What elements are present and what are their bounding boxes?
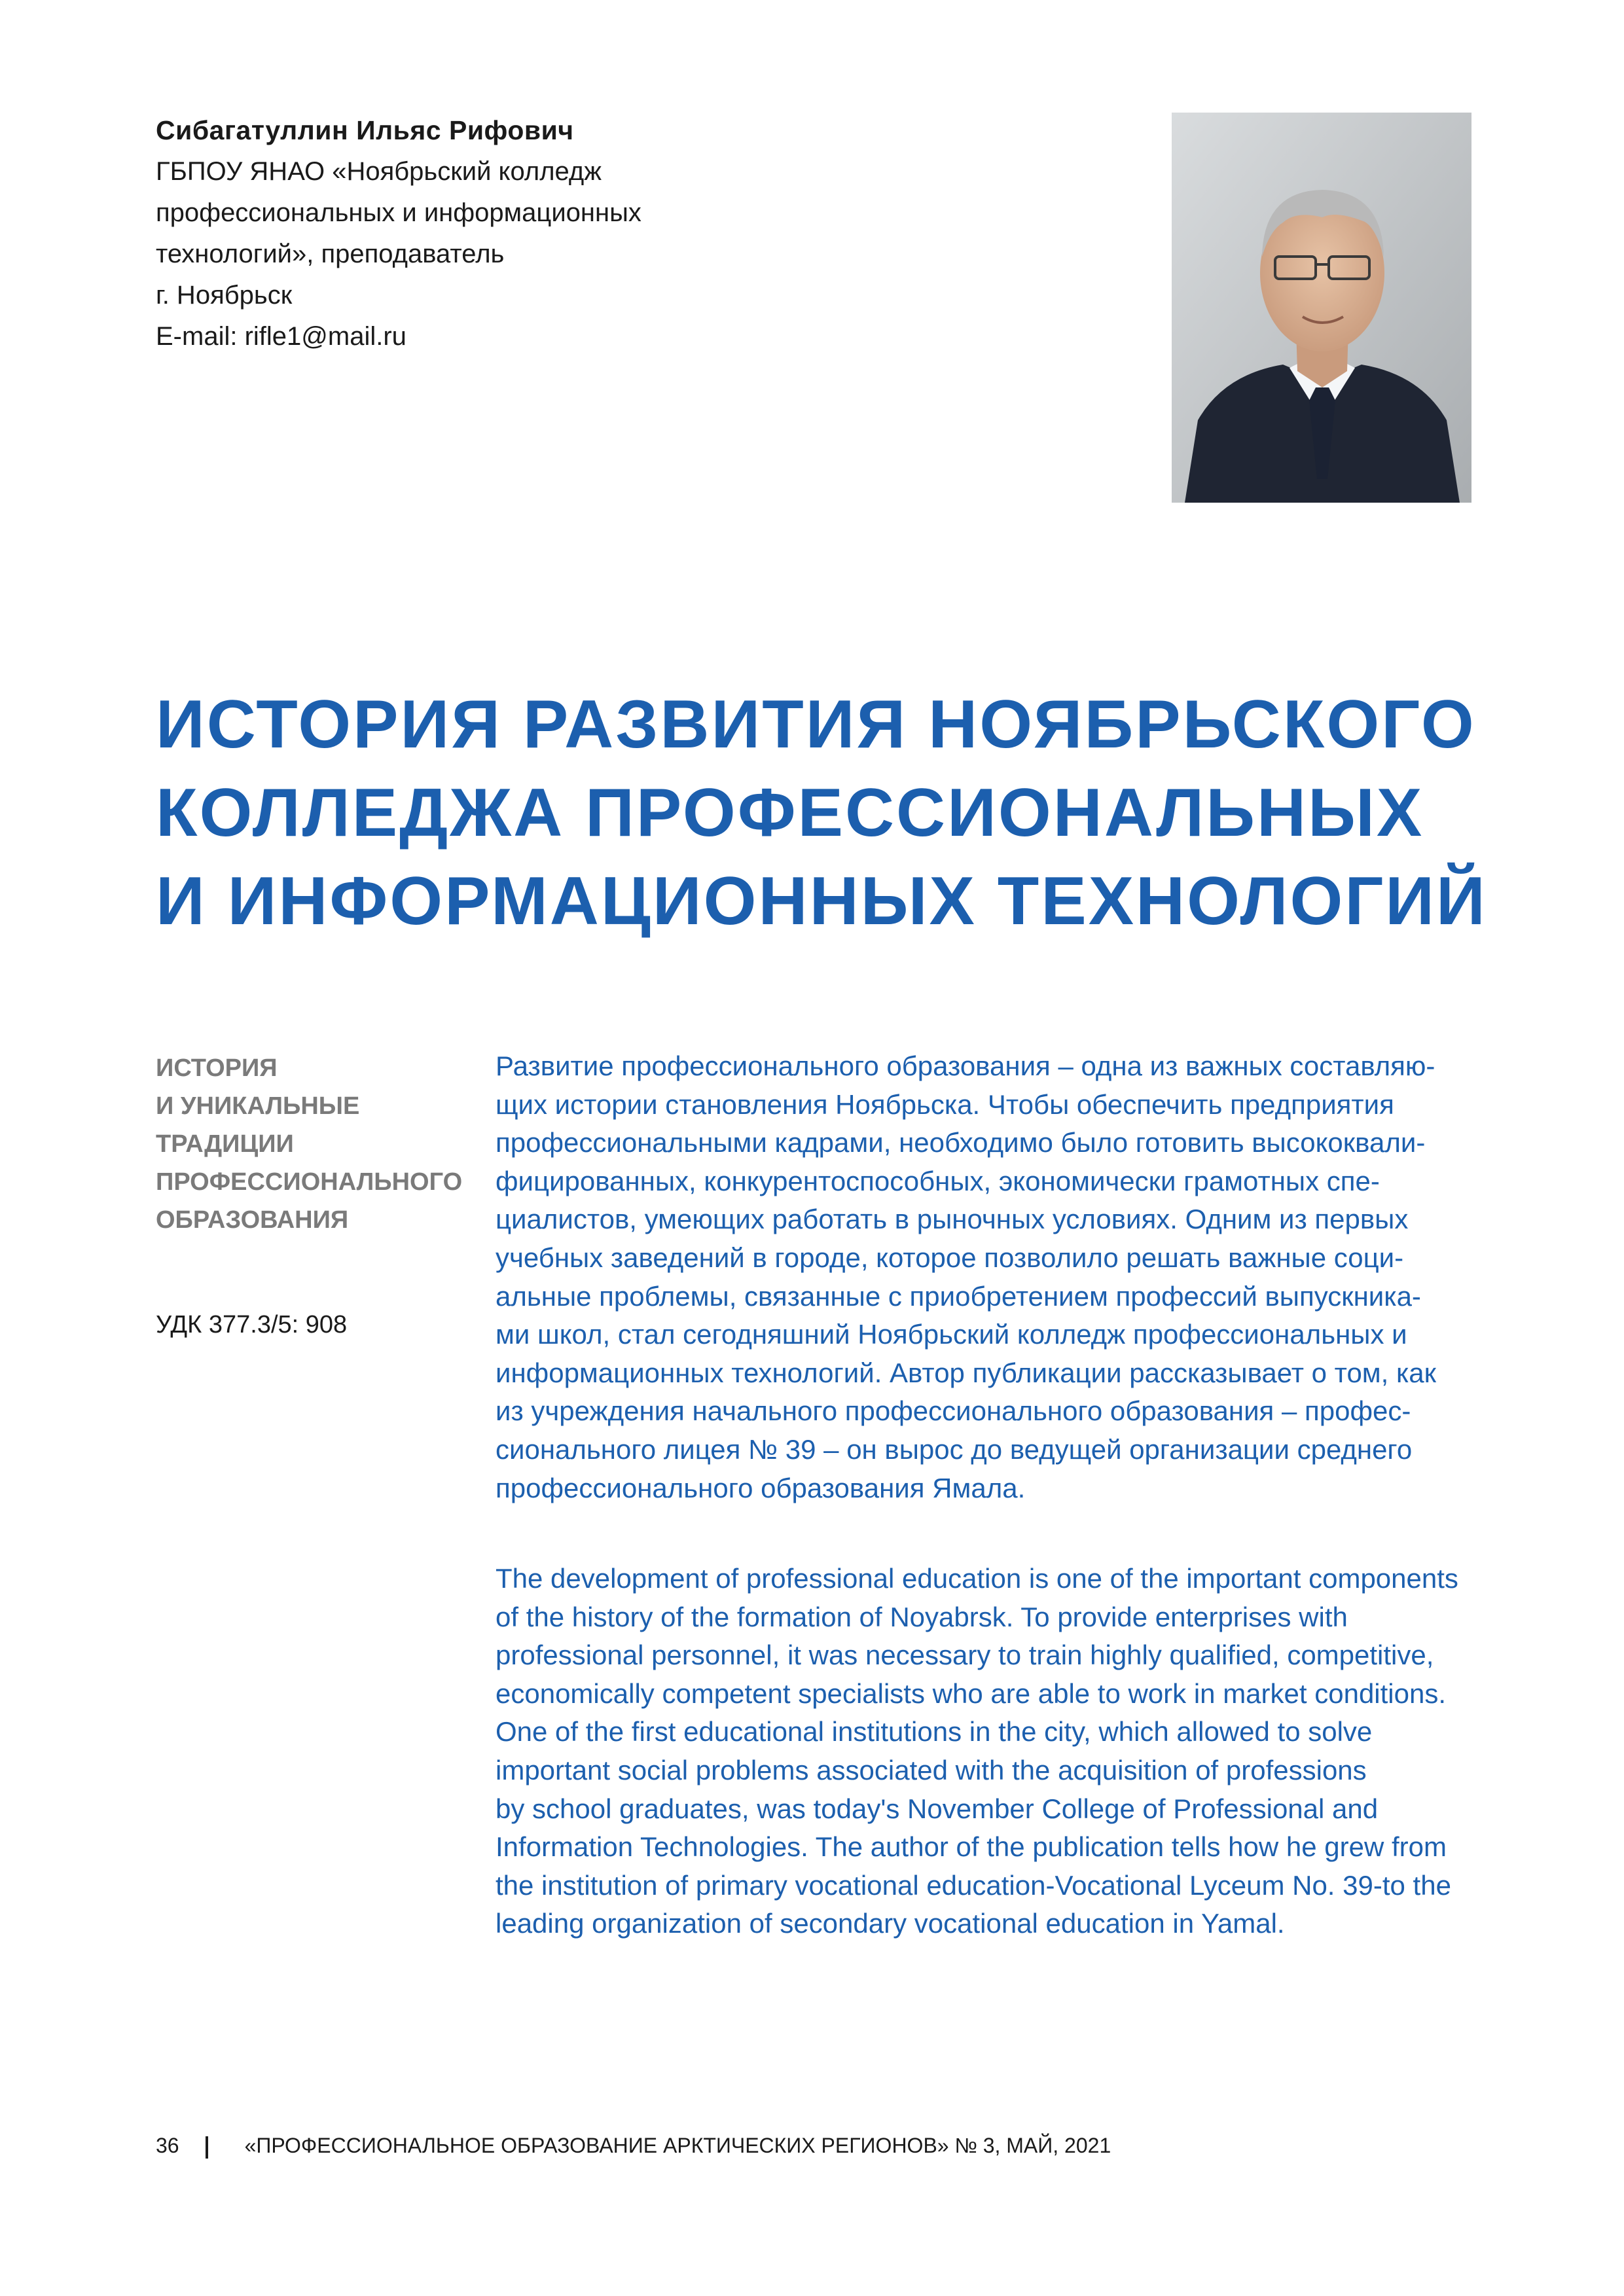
author-affiliation-line: ГБПОУ ЯНАО «Ноябрьский колледж — [156, 157, 602, 186]
abstract-line: One of the first educational institutions in the city, which allowed to solve — [496, 1716, 1373, 1748]
abstract-line: Развитие профессионального образования – одна из важных составляю- — [496, 1050, 1435, 1081]
title-line: КОЛЛЕДЖА ПРОФЕССИОНАЛЬНЫХ — [156, 775, 1424, 851]
author-email: E-mail: rifle1@mail.ru — [156, 322, 406, 351]
abstract-line: учебных заведений в городе, которое позволило решать важные соци- — [496, 1242, 1404, 1273]
journal-reference: «ПРОФЕССИОНАЛЬНОЕ ОБРАЗОВАНИЕ АРКТИЧЕСКИХ РЕГИОНОВ» № 3, МАЙ, 2021 — [244, 2134, 1111, 2157]
abstract-line: информационных технологий. Автор публикации рассказывает о том, как — [496, 1357, 1437, 1388]
abstract-line: щих истории становления Ноябрьска. Чтобы обеспечить предприятия — [496, 1088, 1394, 1120]
abstract-line: by school graduates, was today's November College of Professional and — [496, 1793, 1379, 1824]
abstract-line: сионального лицея № 39 – он вырос до ведущей организации среднего — [496, 1433, 1413, 1465]
author-affiliation-line: профессиональных и информационных — [156, 198, 641, 227]
author-block — [156, 110, 745, 357]
page-footer — [156, 2134, 1111, 2159]
abstract-line: альные проблемы, связанные с приобретением профессий выпускника- — [496, 1280, 1421, 1312]
abstract-line: Information Technologies. The author of the publication tells how he grew from — [496, 1831, 1447, 1863]
abstract-line: из учреждения начального профессионального образования – профес- — [496, 1395, 1411, 1427]
abstract-line: ми школ, стал сегодняшний Ноябрьский колледж профессиональных и — [496, 1319, 1407, 1350]
author-photo — [1172, 113, 1471, 503]
abstract-line: The development of professional education is one of the important components — [496, 1563, 1458, 1594]
abstract-line: important social problems associated with the acquisition of professions — [496, 1754, 1367, 1785]
author-name: Сибагатуллин Ильяс Рифович — [156, 115, 574, 145]
abstract-line: циалистов, умеющих работать в рыночных условиях. Одним из первых — [496, 1204, 1409, 1235]
keyword-line: ПРОФЕССИОНАЛЬНОГО — [156, 1168, 463, 1196]
section-keywords — [156, 1049, 470, 1239]
keyword-line: ОБРАЗОВАНИЯ — [156, 1206, 349, 1234]
abstract-line: профессионального образования Ямала. — [496, 1472, 1026, 1503]
keyword-line: ИСТОРИЯ — [156, 1054, 278, 1082]
abstract-line: leading organization of secondary vocational education in Yamal. — [496, 1908, 1285, 1939]
page-number: 36 — [156, 2134, 179, 2157]
abstract-line: of the history of the formation of Noyabrsk. To provide enterprises with — [496, 1601, 1348, 1632]
title-line: И ИНФОРМАЦИОННЫХ ТЕХНОЛОГИЙ — [156, 863, 1487, 939]
author-city: г. Ноябрьск — [156, 281, 293, 310]
udk-code: УДК 377.3/5: 908 — [156, 1311, 348, 1338]
abstract-line: professional personnel, it was necessary to train highly qualified, competitive, — [496, 1640, 1434, 1671]
article-title — [156, 681, 1487, 946]
abstract-line: economically competent specialists who are able to work in market conditions. — [496, 1677, 1447, 1709]
abstract-russian — [496, 1047, 1436, 1507]
keyword-line: И УНИКАЛЬНЫЕ — [156, 1092, 360, 1120]
keyword-line: ТРАДИЦИИ — [156, 1130, 294, 1158]
footer-divider — [206, 2136, 208, 2159]
abstract-line: the institution of primary vocational education-Vocational Lyceum No. 39-to the — [496, 1869, 1451, 1901]
title-line: ИСТОРИЯ РАЗВИТИЯ НОЯБРЬСКОГО — [156, 687, 1476, 762]
abstract-english — [496, 1560, 1458, 1943]
abstract-line: профессиональными кадрами, необходимо было готовить высококвали- — [496, 1127, 1426, 1158]
abstract-line: фицированных, конкурентоспособных, экономически грамотных спе- — [496, 1165, 1380, 1196]
author-affiliation-line: технологий», преподаватель — [156, 240, 505, 268]
